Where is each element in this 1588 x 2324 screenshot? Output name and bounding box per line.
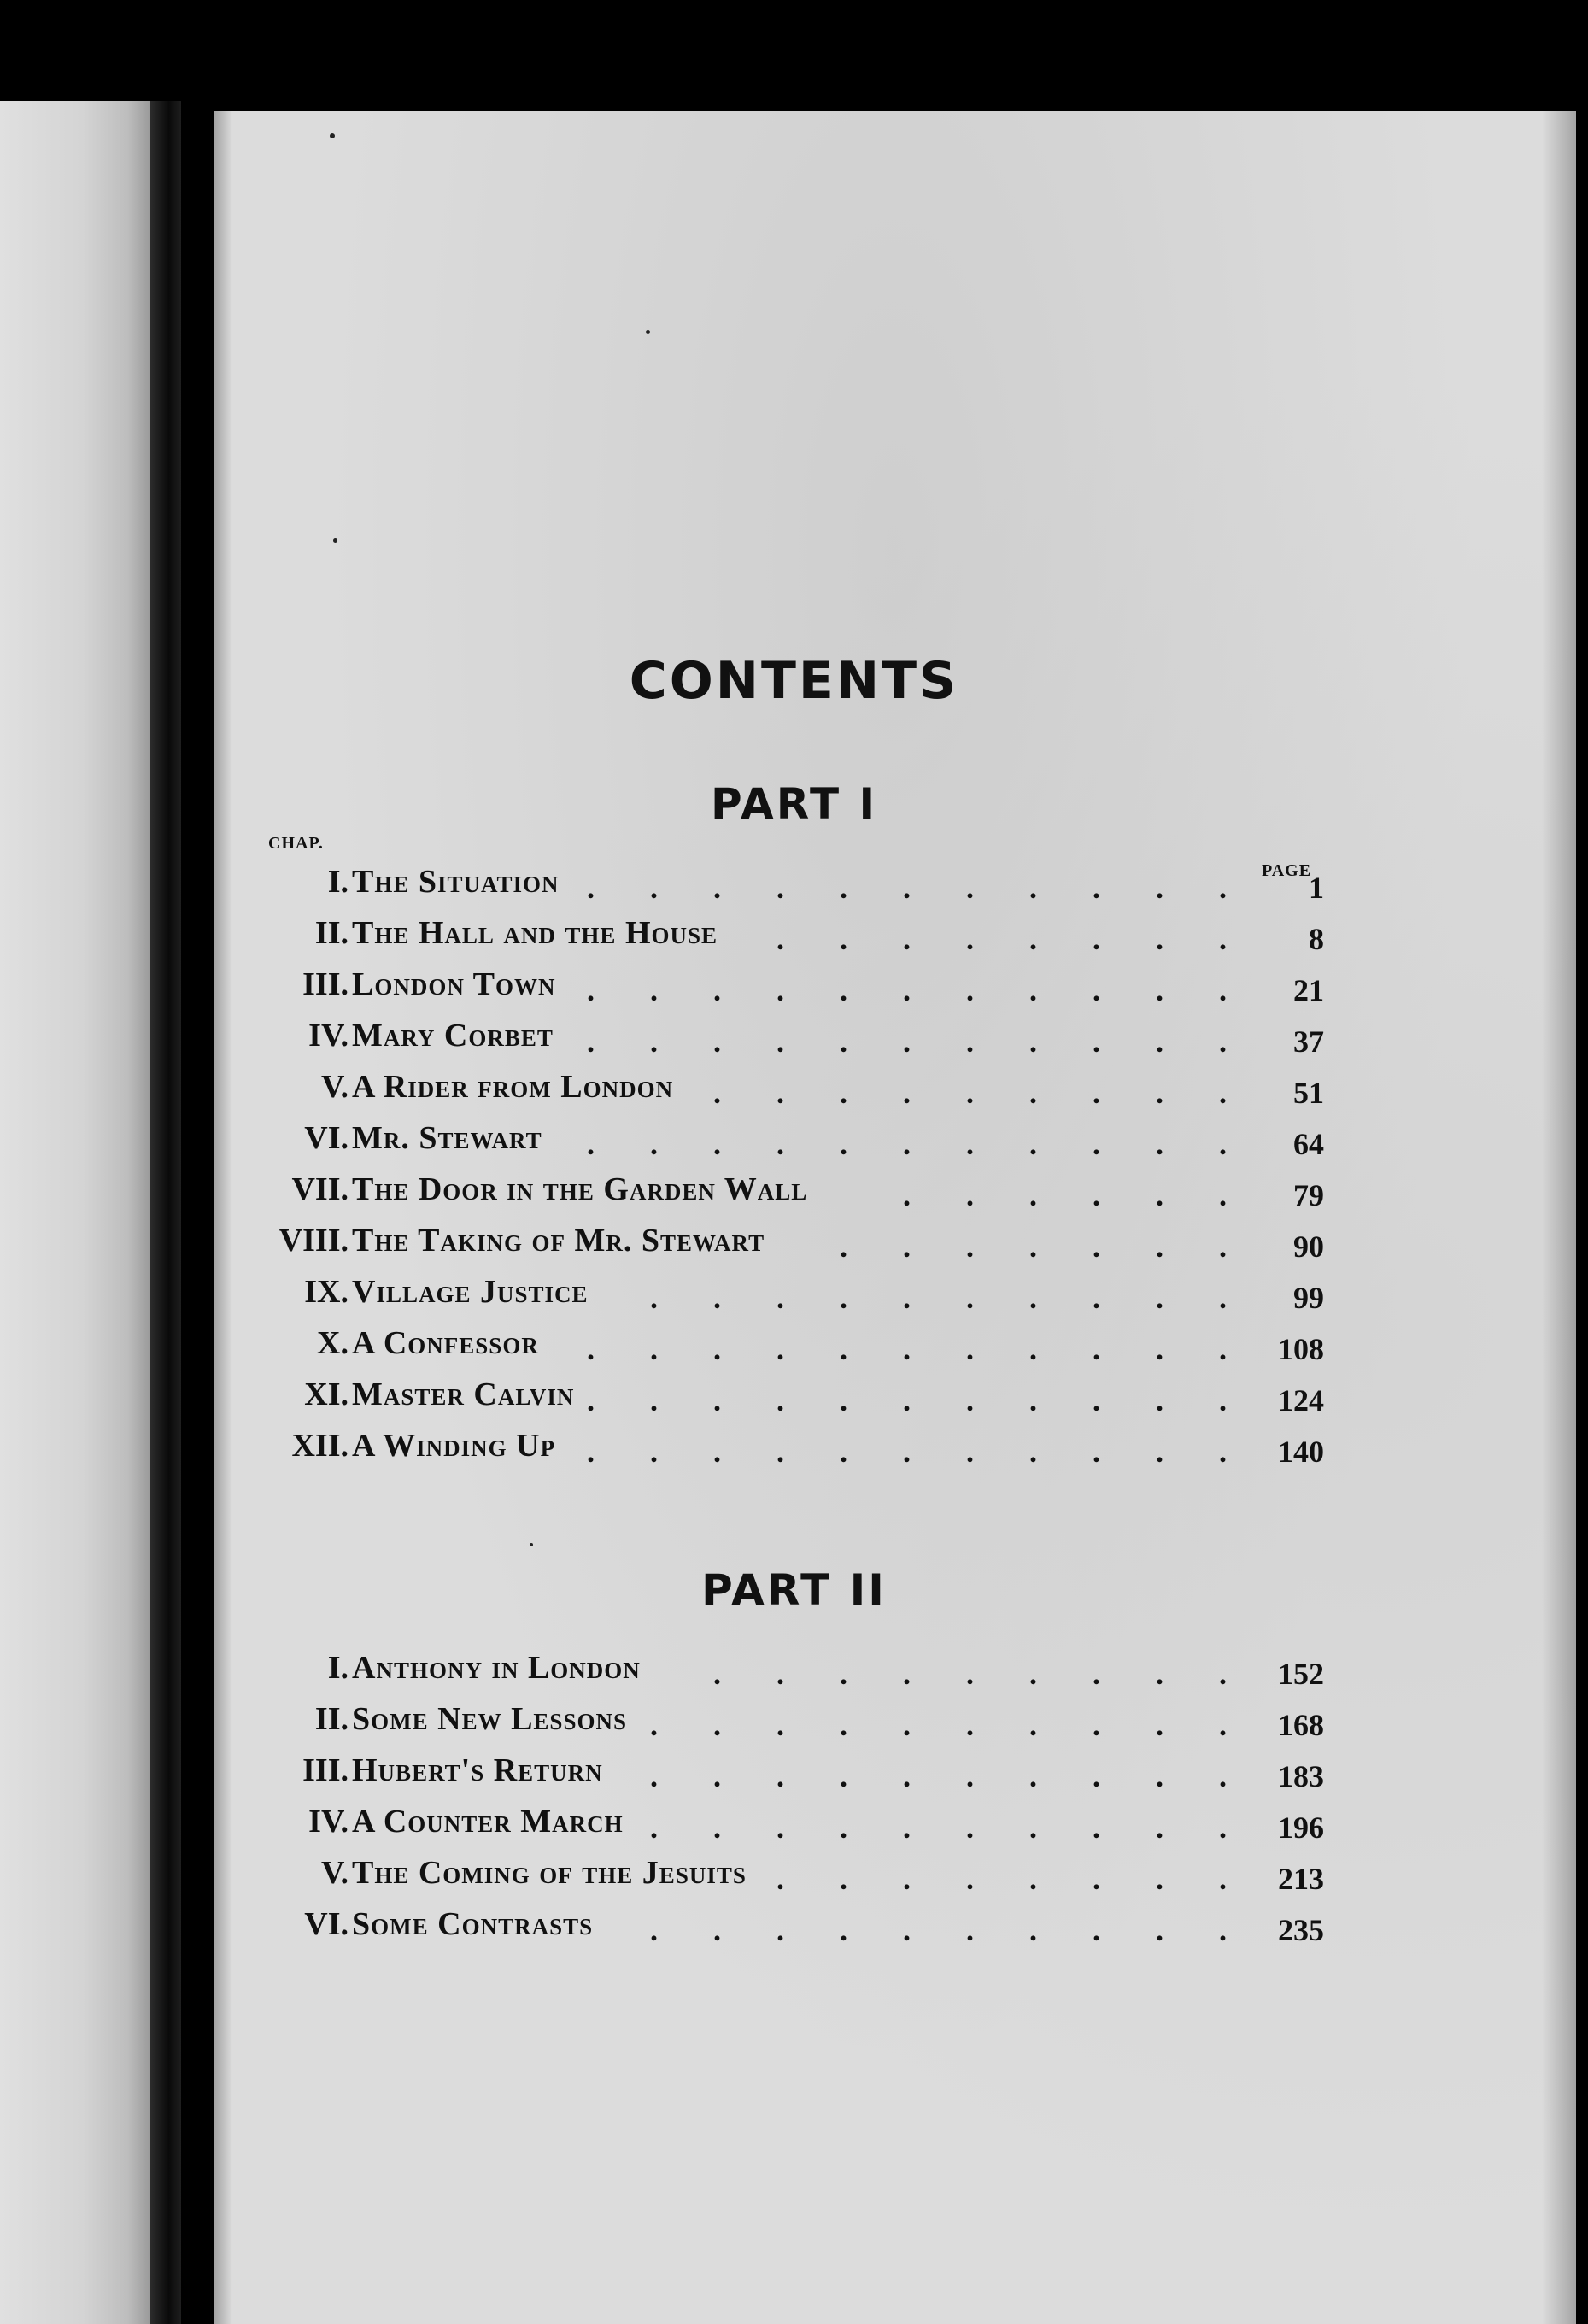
page-title: CONTENTS (629, 651, 959, 711)
chapter-number: X. (317, 1325, 349, 1361)
toc-entry (0, 1068, 1588, 1118)
page-number: 79 (1293, 1178, 1324, 1212)
chapter-title: Some New Lessons (352, 1701, 627, 1737)
chapter-number: IV. (308, 1804, 349, 1840)
dot-leader: . . . . . . . . . . . (587, 973, 1227, 1007)
toc-entry (0, 1376, 1588, 1425)
chapter-title: The Door in the Garden Wall (352, 1171, 808, 1207)
dot-leader: . . . . . . . (840, 1229, 1227, 1264)
chapter-title: Village Justice (352, 1274, 589, 1310)
toc-entry (0, 1427, 1588, 1476)
chapter-number: II. (314, 1701, 349, 1737)
page-number: 196 (1278, 1810, 1324, 1845)
chapter-title: Master Calvin (352, 1376, 575, 1412)
chapter-title: Anthony in London (352, 1650, 641, 1686)
chapter-title: Some Contrasts (352, 1906, 594, 1942)
page-number: 90 (1293, 1229, 1324, 1264)
chapter-title: Mary Corbet (352, 1018, 554, 1053)
chapter-number: I. (327, 1650, 349, 1686)
chapter-number: I. (327, 864, 349, 900)
ink-speck (333, 538, 337, 543)
page-number: 124 (1278, 1383, 1324, 1417)
toc-entry (0, 1700, 1588, 1750)
dot-leader: . . . . . . . . . . . (587, 1024, 1227, 1059)
chapter-title: A Winding Up (352, 1428, 556, 1464)
chapter-column-label: CHAP. (268, 834, 324, 853)
chapter-number: XI. (304, 1376, 349, 1412)
dot-leader: . . . . . . . . . (713, 1657, 1227, 1691)
toc-entry (0, 1854, 1588, 1904)
page-number: 152 (1278, 1657, 1324, 1691)
chapter-title: The Coming of the Jesuits (352, 1855, 747, 1891)
chapter-title: The Taking of Mr. Stewart (352, 1223, 765, 1259)
page-number: 168 (1278, 1708, 1324, 1742)
page-number: 51 (1293, 1076, 1324, 1110)
toc-entry (0, 863, 1588, 913)
toc-entry (0, 1324, 1588, 1374)
chapter-number: V. (320, 1855, 349, 1891)
chapter-title: The Hall and the House (352, 915, 718, 951)
dot-leader: . . . . . . . . . . (650, 1281, 1227, 1315)
chapter-number: VI. (304, 1120, 349, 1156)
dot-leader: . . . . . . . . . . . (587, 871, 1227, 905)
toc-entry (0, 1905, 1588, 1955)
ink-speck (646, 330, 650, 334)
dot-leader: . . . . . . . . . . . (587, 1383, 1227, 1417)
dot-leader: . . . . . . . . . . (650, 1759, 1227, 1793)
toc-entry (0, 1803, 1588, 1852)
dot-leader: . . . . . . . . (776, 1862, 1227, 1896)
dot-leader: . . . . . . . . . . . (587, 1127, 1227, 1161)
page-number: 140 (1278, 1435, 1324, 1469)
chapter-number: II. (314, 915, 349, 951)
page-number: 213 (1278, 1862, 1324, 1896)
ink-speck (330, 133, 335, 138)
page-column-label: PAGE (1262, 861, 1312, 880)
toc-entry (0, 1273, 1588, 1323)
page-number: 1 (1309, 871, 1324, 905)
chapter-number: IV. (308, 1018, 349, 1053)
chapter-number: VIII. (278, 1223, 349, 1259)
page-number: 99 (1293, 1281, 1324, 1315)
chapter-number: XII. (291, 1428, 349, 1464)
dot-leader: . . . . . . . . . . (650, 1913, 1227, 1947)
toc-entry (0, 1649, 1588, 1699)
chapter-title: Mr. Stewart (352, 1120, 542, 1156)
dot-leader: . . . . . . . . . . . (587, 1332, 1227, 1366)
page-number: 8 (1309, 922, 1324, 956)
chapter-number: VI. (304, 1906, 349, 1942)
chapter-title: The Situation (352, 864, 560, 900)
toc-entry (0, 914, 1588, 964)
chapter-number: IX. (304, 1274, 349, 1310)
toc-entry (0, 1752, 1588, 1801)
dot-leader: . . . . . . . . (776, 922, 1227, 956)
toc-entry (0, 1171, 1588, 1220)
dot-leader: . . . . . . . . . . . (587, 1435, 1227, 1469)
toc-entry (0, 1119, 1588, 1169)
part-1-heading: PART I (710, 779, 878, 829)
chapter-title: A Counter March (352, 1804, 624, 1840)
page-number: 37 (1293, 1024, 1324, 1059)
dot-leader: . . . . . . . . . . (650, 1708, 1227, 1742)
chapter-title: A Confessor (352, 1325, 539, 1361)
chapter-number: III. (302, 966, 349, 1002)
toc-entry (0, 1222, 1588, 1271)
dot-leader: . . . . . . . . . . (650, 1810, 1227, 1845)
chapter-number: VII. (291, 1171, 349, 1207)
part-2-heading: PART II (701, 1565, 887, 1615)
dot-leader: . . . . . . . . . (713, 1076, 1227, 1110)
page-number: 183 (1278, 1759, 1324, 1793)
page-number: 235 (1278, 1913, 1324, 1947)
page-number: 108 (1278, 1332, 1324, 1366)
chapter-number: III. (302, 1752, 349, 1788)
chapter-number: V. (320, 1069, 349, 1105)
page-number: 21 (1293, 973, 1324, 1007)
chapter-title: A Rider from London (352, 1069, 674, 1105)
page-number: 64 (1293, 1127, 1324, 1161)
chapter-title: Hubert's Return (352, 1752, 603, 1788)
ink-speck (530, 1543, 533, 1546)
toc-entry (0, 1017, 1588, 1066)
toc-entry (0, 965, 1588, 1015)
dot-leader: . . . . . . (903, 1178, 1227, 1212)
chapter-title: London Town (352, 966, 556, 1002)
